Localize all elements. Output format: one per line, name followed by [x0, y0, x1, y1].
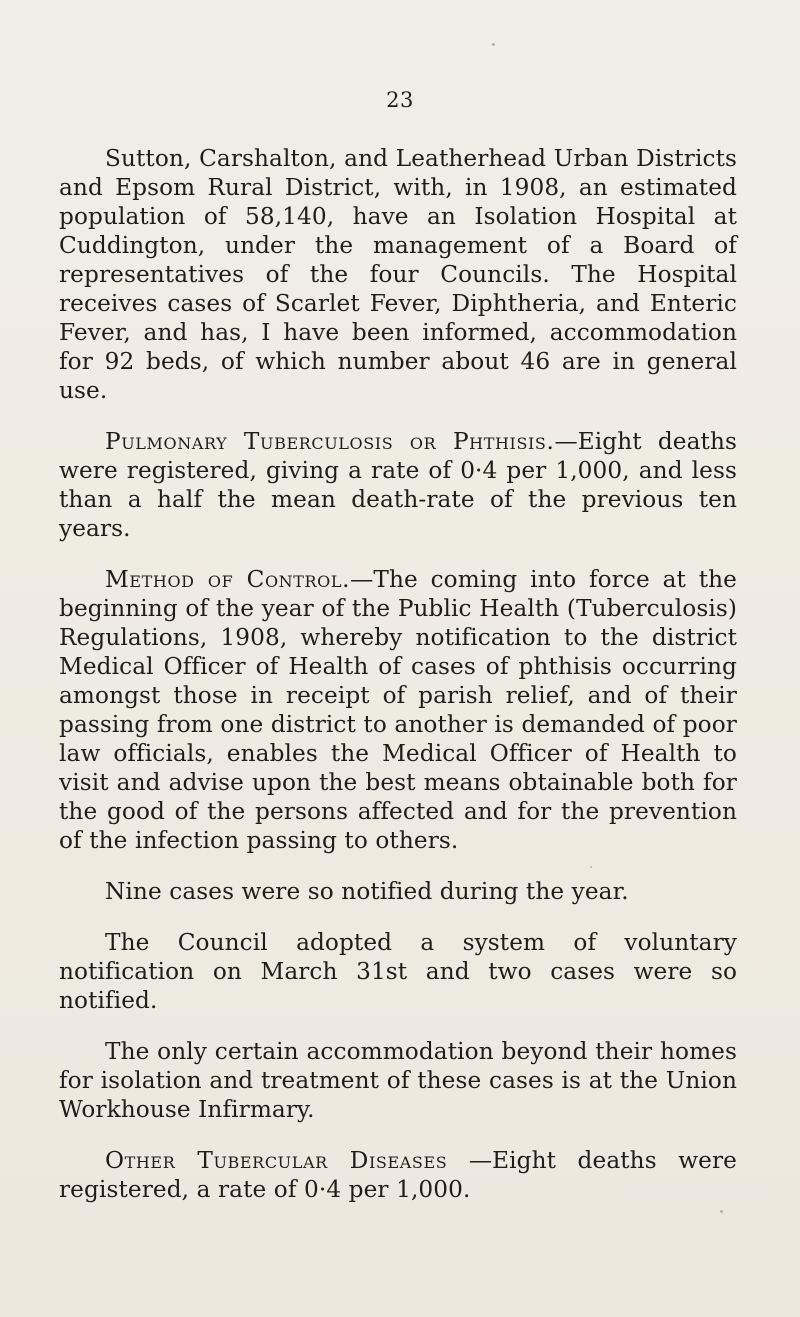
paper-speck — [720, 1210, 723, 1213]
paragraph-text: —Eight deaths were registered, a rate of 0·4 per 1,000. — [59, 1147, 737, 1203]
paragraph-text: Nine cases were so notified during the year. — [105, 878, 629, 905]
paper-speck — [492, 43, 495, 46]
paragraph-text: The Council adopted a system of voluntary notification on March 31st and two cases were so notified. — [59, 929, 737, 1014]
paragraph-text: The only certain accommodation beyond their homes for isolation and treatment of these cases is at the Union Workhouse Infirmary. — [59, 1038, 737, 1123]
paragraph-cases-notified — [59, 877, 737, 906]
paragraph-text: —Eight deaths were registered, giving a rate of 0·4 per 1,000, and less than a half the mean death-rate of the previous ten years. — [59, 428, 737, 542]
paragraph-isolation-hospital — [59, 144, 737, 405]
paragraph-text: Sutton, Carshalton, and Leatherhead Urban Districts and Epsom Rural District, with, in 1908, an estimated population of 58,140, have an Isolation Hospital at Cuddington, under the management of a Board of representatives of the four Councils. The Hospital receives cases of Scarlet Fever, Diphtheria, and Enteric Fever, and has, I have been informed, accommodation for 92 beds, of which number about 46 are in general use. — [59, 145, 737, 404]
page-number: 23 — [386, 88, 414, 112]
paragraph-method-of-control — [59, 565, 737, 855]
paragraph-voluntary-notification — [59, 928, 737, 1015]
paragraph-text: —The coming into force at the beginning of the year of the Public Health (Tuberculosis) Regulations, 1908, whereby notification to the district Medical Officer of Health of cases of phthisis occurring amongst those in receipt of parish relief, and of their passing from one district to another is demanded of poor law officials, enables the Medical Officer of Health to visit and advise upon the best means obtainable both for the good of the persons affected and for the prevention of the infection passing to others. — [59, 566, 737, 854]
section-heading: Other Tubercular Diseases — [105, 1147, 448, 1174]
paragraph-pulmonary-tuberculosis — [59, 427, 737, 543]
section-heading: Method of Control. — [105, 566, 351, 593]
paragraph-accommodation — [59, 1037, 737, 1124]
section-heading: Pulmonary Tuberculosis or Phthisis. — [105, 428, 555, 455]
body-text — [59, 144, 737, 1226]
paragraph-other-tubercular-diseases — [59, 1146, 737, 1204]
paper-speck — [590, 866, 592, 868]
